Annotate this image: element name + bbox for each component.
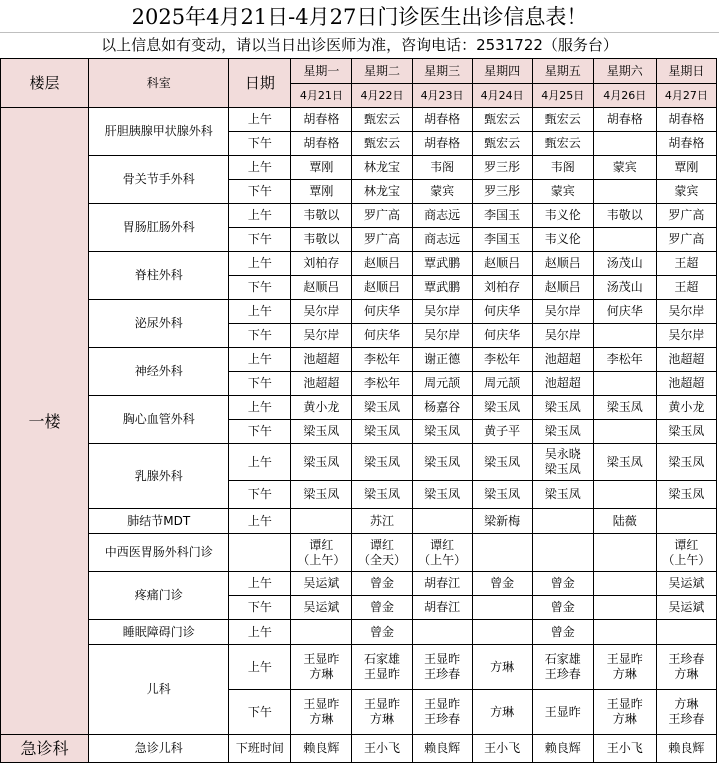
department-cell: 骨关节手外科 bbox=[89, 156, 229, 204]
header-weekday: 星期二 bbox=[352, 59, 412, 84]
doctor-cell: 赖良辉 bbox=[532, 735, 593, 763]
doctor-cell: 梁新梅 bbox=[472, 509, 532, 534]
period-cell bbox=[229, 534, 291, 572]
doctor-cell: 曾金 bbox=[532, 620, 593, 645]
doctor-cell: 梁玉凤 bbox=[472, 481, 532, 509]
period-cell: 下午 bbox=[229, 324, 291, 348]
doctor-cell: 蒙宾 bbox=[532, 180, 593, 204]
page-subtitle: 以上信息如有变动，请以当日出诊医师为准，咨询电话：2531722（服务台） bbox=[0, 33, 719, 58]
doctor-cell: 陆薇 bbox=[593, 509, 656, 534]
doctor-cell: 王超 bbox=[656, 252, 716, 276]
doctor-cell: 韦敬以 bbox=[291, 228, 352, 252]
doctor-cell: 王显昨 bbox=[532, 690, 593, 735]
doctor-cell: 王小飞 bbox=[472, 735, 532, 763]
doctor-cell: 赵顺吕 bbox=[532, 252, 593, 276]
doctor-cell: 吴尔岸 bbox=[532, 300, 593, 324]
doctor-cell: 赖良辉 bbox=[656, 735, 716, 763]
period-cell: 上午 bbox=[229, 645, 291, 690]
doctor-cell: 王显昨 王珍春 bbox=[412, 690, 472, 735]
doctor-cell: 罗广高 bbox=[352, 228, 412, 252]
table-row bbox=[1, 509, 717, 534]
doctor-cell: 赵顺吕 bbox=[291, 276, 352, 300]
doctor-cell: 赵顺吕 bbox=[352, 252, 412, 276]
doctor-cell bbox=[593, 228, 656, 252]
doctor-cell: 梁玉凤 bbox=[352, 481, 412, 509]
doctor-cell: 吴尔岸 bbox=[291, 324, 352, 348]
doctor-cell: 梁玉凤 bbox=[291, 420, 352, 444]
doctor-cell: 胡春格 bbox=[593, 108, 656, 132]
department-cell: 睡眠障碍门诊 bbox=[89, 620, 229, 645]
doctor-cell: 何庆华 bbox=[472, 324, 532, 348]
doctor-cell: 刘柏存 bbox=[291, 252, 352, 276]
doctor-cell: 韦阁 bbox=[412, 156, 472, 180]
doctor-cell: 罗广高 bbox=[656, 204, 716, 228]
doctor-cell: 曾金 bbox=[532, 572, 593, 596]
doctor-cell: 胡春格 bbox=[412, 132, 472, 156]
table-row bbox=[1, 252, 717, 276]
doctor-cell: 吴运斌 bbox=[291, 596, 352, 620]
table-row bbox=[1, 396, 717, 420]
doctor-cell: 曾金 bbox=[352, 596, 412, 620]
doctor-cell: 韦阁 bbox=[532, 156, 593, 180]
doctor-cell: 覃刚 bbox=[291, 180, 352, 204]
period-cell: 下午 bbox=[229, 481, 291, 509]
doctor-cell bbox=[472, 534, 532, 572]
period-cell: 下午 bbox=[229, 372, 291, 396]
doctor-cell: 韦义伦 bbox=[532, 228, 593, 252]
doctor-cell: 王显昨 方琳 bbox=[593, 690, 656, 735]
floor-cell: 急诊科 bbox=[1, 735, 89, 763]
doctor-cell bbox=[593, 372, 656, 396]
page-title: 2025年4月21日-4月27日门诊医生出诊信息表！ bbox=[0, 0, 719, 33]
doctor-cell bbox=[412, 620, 472, 645]
doctor-cell: 赖良辉 bbox=[412, 735, 472, 763]
header-day-date: 4月21日 bbox=[291, 84, 352, 108]
doctor-cell: 汤茂山 bbox=[593, 276, 656, 300]
doctor-cell: 梁玉凤 bbox=[352, 420, 412, 444]
doctor-cell: 覃刚 bbox=[656, 156, 716, 180]
doctor-cell: 王显昨 方琳 bbox=[291, 645, 352, 690]
doctor-cell: 罗广高 bbox=[352, 204, 412, 228]
doctor-cell: 罗广高 bbox=[656, 228, 716, 252]
period-cell: 上午 bbox=[229, 572, 291, 596]
doctor-cell: 王小飞 bbox=[593, 735, 656, 763]
doctor-cell bbox=[291, 620, 352, 645]
period-cell: 上午 bbox=[229, 252, 291, 276]
doctor-cell: 池超超 bbox=[532, 372, 593, 396]
doctor-cell: 李国玉 bbox=[472, 228, 532, 252]
doctor-cell: 王显昨 王珍春 bbox=[412, 645, 472, 690]
doctor-cell: 吴尔岸 bbox=[412, 324, 472, 348]
doctor-cell: 李松年 bbox=[352, 348, 412, 372]
period-cell: 下午 bbox=[229, 596, 291, 620]
doctor-cell bbox=[593, 481, 656, 509]
table-row bbox=[1, 108, 717, 132]
doctor-cell: 吴运斌 bbox=[656, 596, 716, 620]
doctor-cell: 覃刚 bbox=[291, 156, 352, 180]
doctor-cell: 刘柏存 bbox=[472, 276, 532, 300]
doctor-cell: 李松年 bbox=[593, 348, 656, 372]
doctor-cell: 梁玉凤 bbox=[532, 481, 593, 509]
doctor-cell: 林龙宝 bbox=[352, 156, 412, 180]
doctor-cell: 池超超 bbox=[656, 372, 716, 396]
department-cell: 胸心血管外科 bbox=[89, 396, 229, 444]
schedule-table bbox=[0, 58, 717, 763]
period-cell: 上午 bbox=[229, 396, 291, 420]
doctor-cell: 曾金 bbox=[472, 572, 532, 596]
doctor-cell: 李松年 bbox=[352, 372, 412, 396]
doctor-cell: 梁玉凤 bbox=[352, 396, 412, 420]
doctor-cell bbox=[593, 324, 656, 348]
doctor-cell: 梁玉凤 bbox=[412, 444, 472, 481]
table-row bbox=[1, 300, 717, 324]
doctor-cell: 李国玉 bbox=[472, 204, 532, 228]
doctor-cell: 王小飞 bbox=[352, 735, 412, 763]
doctor-cell: 甄宏云 bbox=[352, 132, 412, 156]
header-weekday: 星期一 bbox=[291, 59, 352, 84]
doctor-cell bbox=[593, 620, 656, 645]
doctor-cell: 韦义伦 bbox=[532, 204, 593, 228]
doctor-cell bbox=[532, 534, 593, 572]
doctor-cell bbox=[593, 596, 656, 620]
doctor-cell bbox=[472, 596, 532, 620]
doctor-cell: 覃武鹏 bbox=[412, 276, 472, 300]
doctor-cell: 何庆华 bbox=[352, 300, 412, 324]
period-cell: 上午 bbox=[229, 509, 291, 534]
doctor-cell: 王珍春 方琳 bbox=[656, 645, 716, 690]
doctor-cell: 石家雄 王珍春 bbox=[532, 645, 593, 690]
doctor-cell: 胡春江 bbox=[412, 572, 472, 596]
doctor-cell: 吴尔岸 bbox=[291, 300, 352, 324]
doctor-cell: 谭红 （上午） bbox=[412, 534, 472, 572]
doctor-cell: 甄宏云 bbox=[352, 108, 412, 132]
doctor-cell: 甄宏云 bbox=[472, 132, 532, 156]
period-cell: 下午 bbox=[229, 180, 291, 204]
doctor-cell: 谭红 （上午） bbox=[656, 534, 716, 572]
doctor-cell: 胡春江 bbox=[412, 596, 472, 620]
table-row bbox=[1, 534, 717, 572]
doctor-cell: 王显昨 方琳 bbox=[352, 690, 412, 735]
doctor-cell bbox=[593, 534, 656, 572]
floor-cell: 一楼 bbox=[1, 108, 89, 735]
period-cell: 上午 bbox=[229, 444, 291, 481]
department-cell: 胃肠肛肠外科 bbox=[89, 204, 229, 252]
period-cell: 下午 bbox=[229, 420, 291, 444]
doctor-cell: 吴运斌 bbox=[291, 572, 352, 596]
doctor-cell: 吴运斌 bbox=[656, 572, 716, 596]
table-row bbox=[1, 735, 717, 763]
department-cell: 儿科 bbox=[89, 645, 229, 735]
doctor-cell: 吴尔岸 bbox=[656, 300, 716, 324]
doctor-cell: 梁玉凤 bbox=[656, 481, 716, 509]
schedule-body bbox=[1, 108, 717, 763]
doctor-cell bbox=[593, 180, 656, 204]
department-cell: 疼痛门诊 bbox=[89, 572, 229, 620]
doctor-cell: 甄宏云 bbox=[532, 108, 593, 132]
header-day-date: 4月26日 bbox=[593, 84, 656, 108]
doctor-cell: 曾金 bbox=[532, 596, 593, 620]
doctor-cell bbox=[593, 132, 656, 156]
doctor-cell: 王显昨 方琳 bbox=[291, 690, 352, 735]
period-cell: 下班时间 bbox=[229, 735, 291, 763]
doctor-cell: 吴尔岸 bbox=[412, 300, 472, 324]
department-cell: 脊柱外科 bbox=[89, 252, 229, 300]
period-cell: 下午 bbox=[229, 276, 291, 300]
period-cell: 下午 bbox=[229, 132, 291, 156]
doctor-cell: 梁玉凤 bbox=[532, 420, 593, 444]
header-floor: 楼层 bbox=[1, 59, 89, 108]
table-row bbox=[1, 444, 717, 481]
header-day-date: 4月24日 bbox=[472, 84, 532, 108]
department-cell: 急诊儿科 bbox=[89, 735, 229, 763]
period-cell: 上午 bbox=[229, 108, 291, 132]
doctor-cell: 苏江 bbox=[352, 509, 412, 534]
doctor-cell: 王显昨 方琳 bbox=[593, 645, 656, 690]
doctor-cell: 梁玉凤 bbox=[352, 444, 412, 481]
table-row bbox=[1, 572, 717, 596]
doctor-cell bbox=[412, 509, 472, 534]
doctor-cell: 梁玉凤 bbox=[472, 444, 532, 481]
doctor-cell: 韦敬以 bbox=[593, 204, 656, 228]
doctor-cell: 蒙宾 bbox=[593, 156, 656, 180]
doctor-cell bbox=[656, 509, 716, 534]
table-row bbox=[1, 645, 717, 690]
doctor-cell: 梁玉凤 bbox=[656, 420, 716, 444]
doctor-cell: 谭红 （全天） bbox=[352, 534, 412, 572]
period-cell: 下午 bbox=[229, 690, 291, 735]
doctor-cell: 李松年 bbox=[472, 348, 532, 372]
doctor-cell: 黄子平 bbox=[472, 420, 532, 444]
doctor-cell: 蒙宾 bbox=[656, 180, 716, 204]
doctor-cell: 梁玉凤 bbox=[291, 481, 352, 509]
doctor-cell: 吴永晓 梁玉凤 bbox=[532, 444, 593, 481]
period-cell: 上午 bbox=[229, 156, 291, 180]
doctor-cell: 何庆华 bbox=[352, 324, 412, 348]
doctor-cell: 汤茂山 bbox=[593, 252, 656, 276]
doctor-cell bbox=[291, 509, 352, 534]
doctor-cell bbox=[472, 620, 532, 645]
doctor-cell: 罗三彤 bbox=[472, 180, 532, 204]
doctor-cell: 梁玉凤 bbox=[412, 420, 472, 444]
header-day-date: 4月27日 bbox=[656, 84, 716, 108]
doctor-cell: 谢正德 bbox=[412, 348, 472, 372]
header-day-date: 4月25日 bbox=[532, 84, 593, 108]
doctor-cell: 曾金 bbox=[352, 620, 412, 645]
department-cell: 泌尿外科 bbox=[89, 300, 229, 348]
doctor-cell: 梁玉凤 bbox=[412, 481, 472, 509]
doctor-cell: 胡春格 bbox=[291, 108, 352, 132]
doctor-cell bbox=[593, 572, 656, 596]
doctor-cell: 商志远 bbox=[412, 228, 472, 252]
department-cell: 中西医胃肠外科门诊 bbox=[89, 534, 229, 572]
department-cell: 乳腺外科 bbox=[89, 444, 229, 509]
doctor-cell: 赵顺吕 bbox=[352, 276, 412, 300]
doctor-cell: 胡春格 bbox=[412, 108, 472, 132]
doctor-cell: 池超超 bbox=[656, 348, 716, 372]
doctor-cell: 梁玉凤 bbox=[532, 396, 593, 420]
header-weekday: 星期四 bbox=[472, 59, 532, 84]
doctor-cell: 池超超 bbox=[291, 348, 352, 372]
header-day-date: 4月23日 bbox=[412, 84, 472, 108]
doctor-cell: 蒙宾 bbox=[412, 180, 472, 204]
header-weekday: 星期日 bbox=[656, 59, 716, 84]
period-cell: 上午 bbox=[229, 620, 291, 645]
doctor-cell: 梁玉凤 bbox=[593, 396, 656, 420]
period-cell: 上午 bbox=[229, 300, 291, 324]
doctor-cell: 黄小龙 bbox=[656, 396, 716, 420]
doctor-cell: 方琳 bbox=[472, 645, 532, 690]
header-department: 科室 bbox=[89, 59, 229, 108]
doctor-cell: 方琳 王珍春 bbox=[656, 690, 716, 735]
doctor-cell: 何庆华 bbox=[472, 300, 532, 324]
doctor-cell: 胡春格 bbox=[656, 108, 716, 132]
doctor-cell: 梁玉凤 bbox=[472, 396, 532, 420]
doctor-cell bbox=[532, 509, 593, 534]
doctor-cell: 王超 bbox=[656, 276, 716, 300]
header-weekday: 星期三 bbox=[412, 59, 472, 84]
doctor-cell: 罗三彤 bbox=[472, 156, 532, 180]
table-row bbox=[1, 348, 717, 372]
doctor-cell: 黄小龙 bbox=[291, 396, 352, 420]
doctor-cell: 杨嘉谷 bbox=[412, 396, 472, 420]
header-weekday: 星期六 bbox=[593, 59, 656, 84]
doctor-cell bbox=[656, 620, 716, 645]
header-weekday: 星期五 bbox=[532, 59, 593, 84]
doctor-cell: 赖良辉 bbox=[291, 735, 352, 763]
period-cell: 上午 bbox=[229, 348, 291, 372]
doctor-cell: 覃武鹏 bbox=[412, 252, 472, 276]
doctor-cell: 曾金 bbox=[352, 572, 412, 596]
doctor-cell: 石家雄 王显昨 bbox=[352, 645, 412, 690]
department-cell: 神经外科 bbox=[89, 348, 229, 396]
period-cell: 下午 bbox=[229, 228, 291, 252]
doctor-cell: 吴尔岸 bbox=[532, 324, 593, 348]
doctor-cell: 梁玉凤 bbox=[656, 444, 716, 481]
header-day-date: 4月22日 bbox=[352, 84, 412, 108]
doctor-cell: 周元颉 bbox=[472, 372, 532, 396]
table-row bbox=[1, 156, 717, 180]
doctor-cell: 池超超 bbox=[532, 348, 593, 372]
table-row bbox=[1, 620, 717, 645]
doctor-cell: 谭红 （上午） bbox=[291, 534, 352, 572]
doctor-cell: 甄宏云 bbox=[532, 132, 593, 156]
doctor-cell bbox=[593, 420, 656, 444]
doctor-cell: 韦敬以 bbox=[291, 204, 352, 228]
doctor-cell: 赵顺吕 bbox=[532, 276, 593, 300]
doctor-cell: 方琳 bbox=[472, 690, 532, 735]
doctor-cell: 赵顺吕 bbox=[472, 252, 532, 276]
department-cell: 肝胆胰腺甲状腺外科 bbox=[89, 108, 229, 156]
doctor-cell: 胡春格 bbox=[291, 132, 352, 156]
doctor-cell: 何庆华 bbox=[593, 300, 656, 324]
doctor-cell: 梁玉凤 bbox=[593, 444, 656, 481]
doctor-cell: 林龙宝 bbox=[352, 180, 412, 204]
doctor-cell: 胡春格 bbox=[656, 132, 716, 156]
doctor-cell: 梁玉凤 bbox=[291, 444, 352, 481]
period-cell: 上午 bbox=[229, 204, 291, 228]
table-row bbox=[1, 204, 717, 228]
doctor-cell: 吴尔岸 bbox=[656, 324, 716, 348]
header-date: 日期 bbox=[229, 59, 291, 108]
doctor-cell: 甄宏云 bbox=[472, 108, 532, 132]
doctor-cell: 池超超 bbox=[291, 372, 352, 396]
doctor-cell: 商志远 bbox=[412, 204, 472, 228]
doctor-cell: 周元颉 bbox=[412, 372, 472, 396]
department-cell: 肺结节MDT bbox=[89, 509, 229, 534]
